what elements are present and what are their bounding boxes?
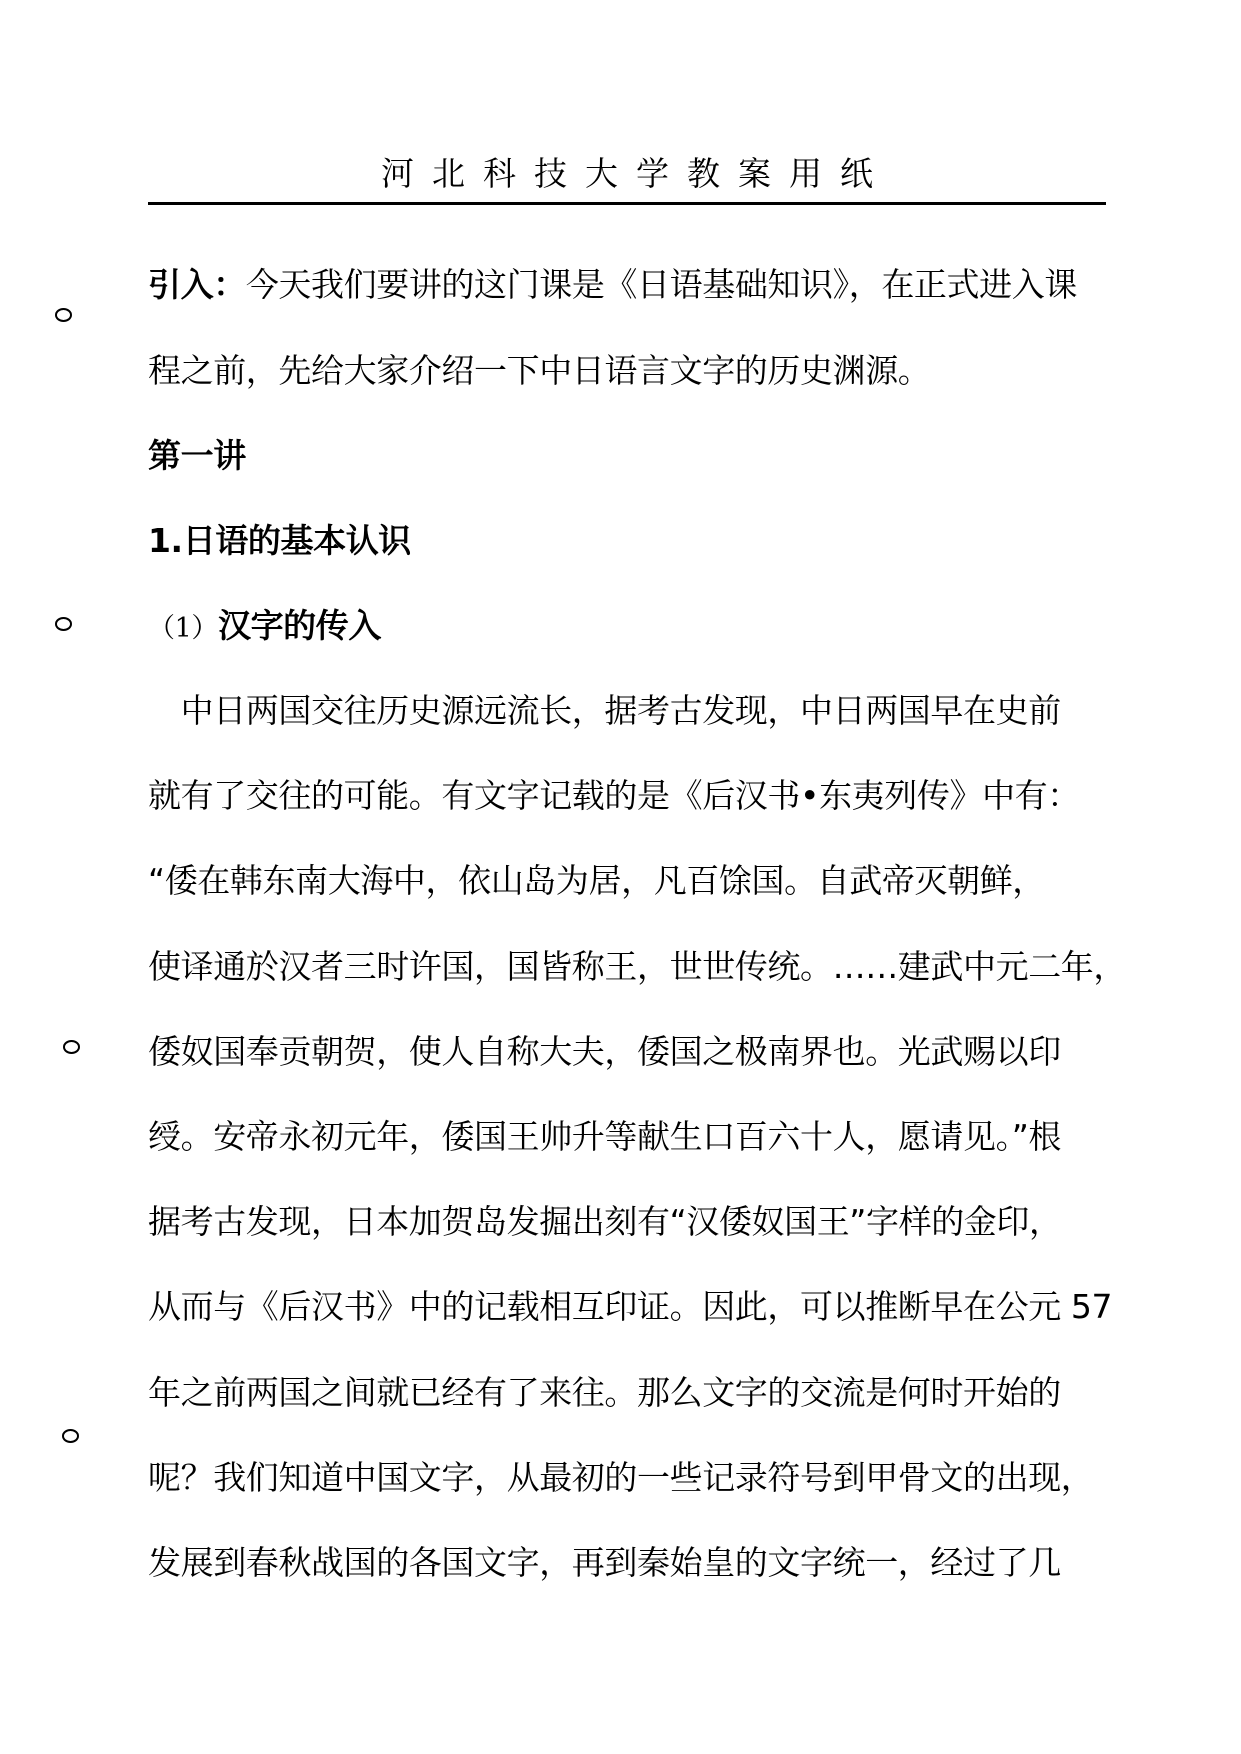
- intro-text-1: 今天我们要讲的这门课是《日语基础知识》，在正式进入课: [245, 265, 1077, 304]
- body-line: “倭在韩东南大海中，依山岛为居，凡百馀国。自武帝灭朝鲜，: [148, 861, 1045, 900]
- binding-hole-2: [55, 617, 72, 631]
- body-line: 就有了交往的可能。有文字记载的是《后汉书•东夷列传》中有：: [148, 776, 1080, 815]
- binding-hole-1: [55, 308, 72, 322]
- body-line: 从而与《后汉书》中的记载相互印证。因此，可以推断早在公元 57: [148, 1287, 1113, 1326]
- lecture-title: 第一讲: [148, 436, 246, 475]
- binding-hole-4: [62, 1429, 79, 1443]
- body-line: 据考古发现，日本加贺岛发掘出刻有“汉倭奴国王”字样的金印，: [148, 1202, 1062, 1241]
- subsection-title: 汉字的传入: [217, 606, 381, 645]
- subsection-number: （1）: [148, 613, 218, 644]
- intro-line-1: [148, 263, 1108, 307]
- body-line: 呢？我们知道中国文字，从最初的一些记录符号到甲骨文的出现，: [148, 1458, 1094, 1497]
- page-header: [148, 150, 1106, 205]
- body-line: 发展到春秋战国的各国文字，再到秦始皇的文字统一，经过了几: [148, 1543, 1061, 1582]
- intro-label: 引入：: [148, 265, 246, 304]
- intro-line-2: 程之前，先给大家介绍一下中日语言文字的历史渊源。: [148, 351, 931, 390]
- header-title: 河北科技大学教案用纸: [381, 154, 891, 193]
- body-line: 年之前两国之间就已经有了来往。那么文字的交流是何时开始的: [148, 1373, 1061, 1412]
- body-line: 绶。安帝永初元年，倭国王帅升等献生口百六十人，愿请见。”根: [148, 1117, 1061, 1156]
- body-line: 倭奴国奉贡朝贺，使人自称大夫，倭国之极南界也。光武赐以印: [148, 1032, 1061, 1071]
- subsection-heading: [148, 604, 1108, 651]
- section-title: 1.日语的基本认识: [148, 521, 411, 560]
- body-line: 中日两国交往历史源远流长，据考古发现，中日两国早在史前: [148, 691, 1061, 730]
- binding-hole-3: [63, 1040, 80, 1054]
- body-line: 使译通於汉者三时许国，国皆称王，世世传统。……建武中元二年，: [148, 947, 1127, 986]
